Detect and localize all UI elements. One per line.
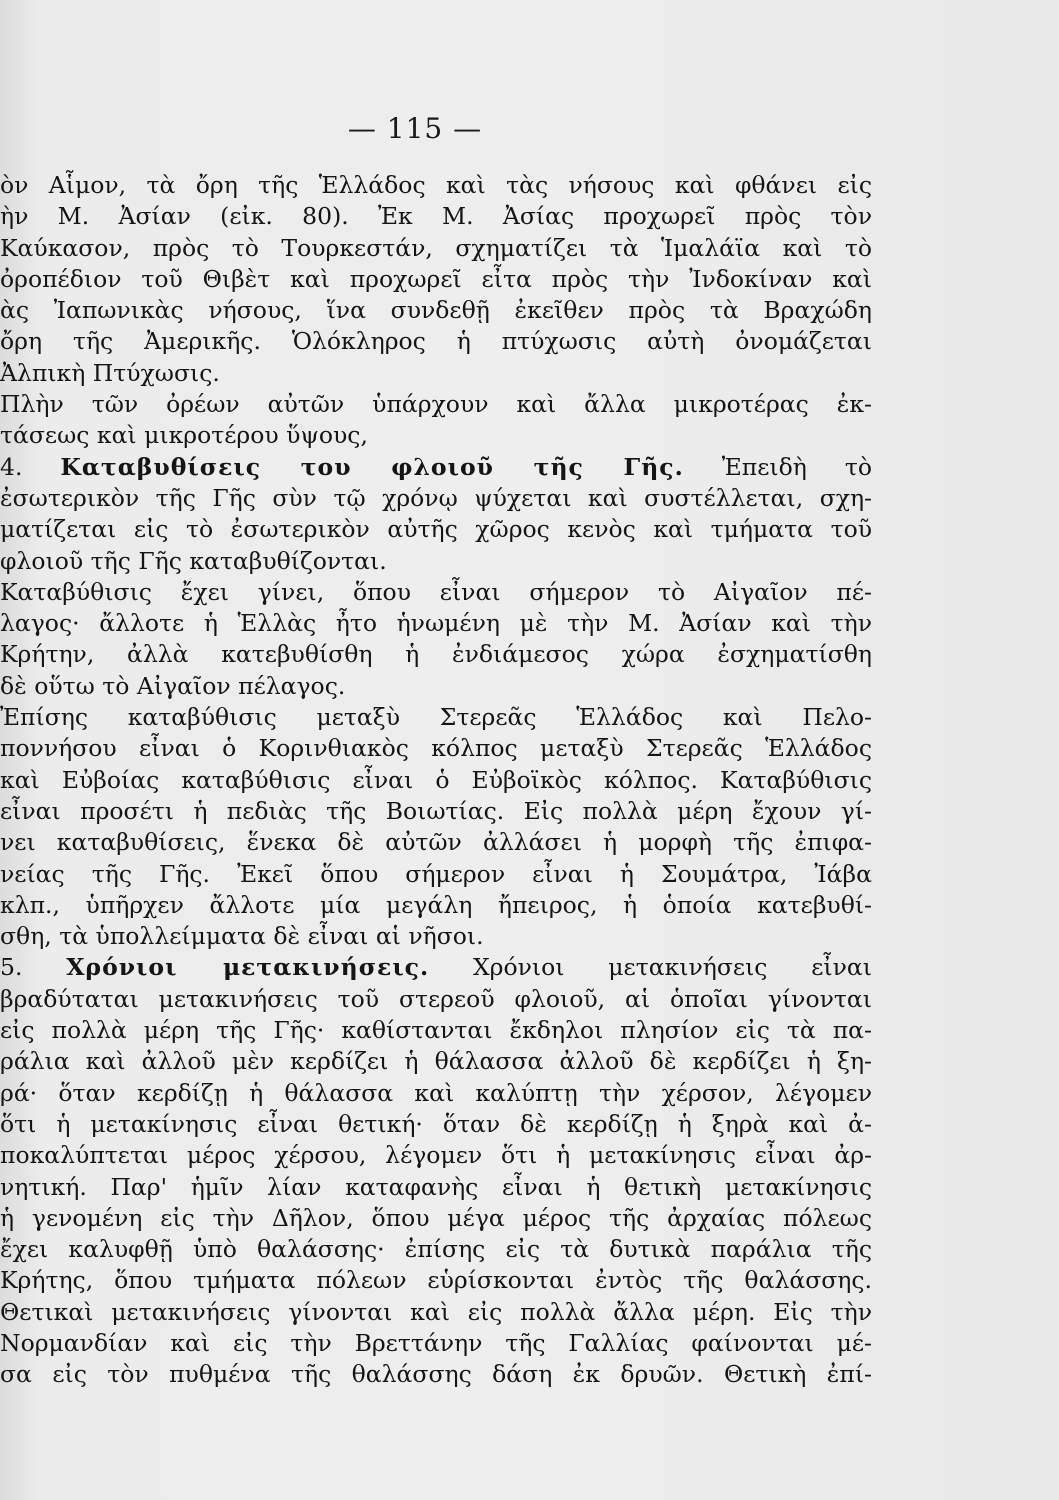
text-line: Ἐπίσης καταβύθισις μεταξὺ Στερεᾶς Ἑλλάδος καὶ Πελο- bbox=[0, 703, 872, 732]
page-number: — 115 — bbox=[347, 112, 483, 145]
text-line: Ἀλπικὴ Πτύχωσις. bbox=[0, 358, 220, 387]
text-line: ἡ γενομένη εἰς τὴν Δῆλον, ὅπου μέγα μέρος τῆς ἀρχαίας πόλεως bbox=[0, 1203, 872, 1232]
text-line: Νορμανδίαν καὶ εἰς τὴν Βρεττάνην τῆς Γαλλίας φαίνονται μέ- bbox=[0, 1328, 872, 1357]
text-line: ὴν Μ. Ἀσίαν (εἰκ. 80). Ἐκ Μ. Ἀσίας προχωρεῖ πρὸς τὸν bbox=[0, 202, 872, 231]
text-line: ρά· ὅταν κερδίζῃ ἡ θάλασσα καὶ καλύπτῃ τὴν χέρσον, λέγομεν bbox=[0, 1078, 872, 1107]
text-line bbox=[0, 452, 872, 483]
section-heading: Χρόνιοι μετακινήσεις. bbox=[66, 953, 430, 982]
text-line: ἐσωτερικὸν τῆς Γῆς σὺν τῷ χρόνῳ ψύχεται καὶ συστέλλεται, σχη- bbox=[0, 483, 872, 512]
text-line: σθη, τὰ ὑπολλείμματα δὲ εἶναι αἱ νῆσοι. bbox=[0, 922, 484, 951]
text-line: δὲ οὕτω τὸ Αἰγαῖον πέλαγος. bbox=[0, 671, 346, 700]
text-line: ὅτι ἡ μετακίνησις εἶναι θετική· ὅταν δὲ κερδίζῃ ἡ ξηρὰ καὶ ἀ- bbox=[0, 1109, 872, 1138]
text-line: κλπ., ὑπῆρχεν ἄλλοτε μία μεγάλη ἤπειρος, ἡ ὁποία κατεβυθί- bbox=[0, 890, 872, 919]
text-line: ὸν Αἷμον, τὰ ὄρη τῆς Ἑλλάδος καὶ τὰς νήσους καὶ φθάνει εἰς bbox=[0, 171, 872, 199]
text-line: ποκαλύπτεται μέρος χέρσου, λέγομεν ὅτι ἡ μετακίνησις εἶναι ἀρ- bbox=[0, 1141, 872, 1170]
text-line: Πλὴν τῶν ὀρέων αὐτῶν ὑπάρχουν καὶ ἄλλα μικροτέρας ἐκ- bbox=[0, 390, 872, 419]
text-line: Καταβύθισις ἔχει γίνει, ὅπου εἶναι σήμερον τὸ Αἰγαῖον πέ- bbox=[0, 577, 872, 606]
text-line: καὶ Εὐβοίας καταβύθισις εἶναι ὁ Εὐβοϊκὸς κόλπος. Καταβύθισις bbox=[0, 765, 872, 794]
section-heading: Καταβυθίσεις του φλοιοῦ τῆς Γῆς. bbox=[60, 452, 684, 481]
text-line bbox=[0, 952, 872, 983]
text-line: βραδύταται μετακινήσεις τοῦ στερεοῦ φλοιοῦ, αἱ ὁποῖαι γίνονται bbox=[0, 984, 872, 1013]
text-line: σα εἰς τὸν πυθμένα τῆς θαλάσσης δάση ἐκ δρυῶν. Θετικὴ ἐπί- bbox=[0, 1360, 872, 1389]
body-text bbox=[0, 170, 872, 1391]
text-line: φλοιοῦ τῆς Γῆς καταβυθίζονται. bbox=[0, 546, 387, 575]
section-number: 5. bbox=[0, 953, 67, 982]
text-line: Κρήτην, ἀλλὰ κατεβυθίσθη ἡ ἐνδιάμεσος χώρα ἐσχηματίσθη bbox=[0, 640, 872, 669]
text-line: ὄρη τῆς Ἀμερικῆς. Ὁλόκληρος ἡ πτύχωσις αὐτὴ ὀνομάζεται bbox=[0, 327, 872, 356]
text-line: λαγος· ἄλλοτε ἡ Ἑλλὰς ἦτο ἡνωμένη μὲ τὴν Μ. Ἀσίαν καὶ τὴν bbox=[0, 609, 872, 638]
text-line: εἶναι προσέτι ἡ πεδιὰς τῆς Βοιωτίας. Εἰς πολλὰ μέρη ἔχουν γί- bbox=[0, 796, 872, 825]
text-line: νει καταβυθίσεις, ἕνεκα δὲ αὐτῶν ἀλλάσει ἡ μορφὴ τῆς ἐπιφα- bbox=[0, 828, 872, 857]
line-text: Χρόνιοι μετακινήσεις εἶναι bbox=[429, 953, 872, 982]
text-line: Καύκασον, πρὸς τὸ Τουρκεστάν, σχηματίζει τὰ Ἱμαλάϊα καὶ τὸ bbox=[0, 233, 872, 262]
text-line: ράλια καὶ ἀλλοῦ μὲν κερδίζει ἡ θάλασσα ἀλλοῦ δὲ κερδίζει ἡ ξη- bbox=[0, 1047, 872, 1076]
line-text: Ἐπειδὴ τὸ bbox=[683, 452, 872, 481]
text-line: Θετικαὶ μετακινήσεις γίνονται καὶ εἰς πολλὰ ἄλλα μέρη. Εἰς τὴν bbox=[0, 1297, 872, 1326]
text-line: ὰς Ἰαπωνικὰς νήσους, ἵνα συνδεθῇ ἐκεῖθεν πρὸς τὰ Βραχώδη bbox=[0, 296, 872, 325]
text-line: νείας τῆς Γῆς. Ἐκεῖ ὅπου σήμερον εἶναι ἡ Σουμάτρα, Ἰάβα bbox=[0, 859, 872, 888]
text-line: νητική. Παρ' ἡμῖν λίαν καταφανὴς εἶναι ἡ θετικὴ μετακίνησις bbox=[0, 1172, 872, 1201]
text-line: Κρήτης, ὅπου τμήματα πόλεων εὑρίσκονται ἐντὸς τῆς θαλάσσης. bbox=[0, 1266, 872, 1295]
text-line: τάσεως καὶ μικροτέρου ὕψους, bbox=[0, 421, 368, 450]
text-line: ἔχει καλυφθῇ ὑπὸ θαλάσσης· ἐπίσης εἰς τὰ δυτικὰ παράλια τῆς bbox=[0, 1235, 872, 1264]
section-number: 4. bbox=[0, 452, 61, 481]
text-line: ματίζεται εἰς τὸ ἐσωτερικὸν αὐτῆς χῶρος κενὸς καὶ τμήματα τοῦ bbox=[0, 515, 872, 544]
text-line: ποννήσου εἶναι ὁ Κορινθιακὸς κόλπος μεταξὺ Στερεᾶς Ἑλλάδος bbox=[0, 734, 872, 763]
text-line: εἰς πολλὰ μέρη τῆς Γῆς· καθίστανται ἔκδηλοι πλησίον εἰς τὰ πα- bbox=[0, 1016, 872, 1045]
text-line: ὀροπέδιον τοῦ Θιβὲτ καὶ προχωρεῖ εἶτα πρὸς τὴν Ἰνδοκίναν καὶ bbox=[0, 264, 872, 293]
